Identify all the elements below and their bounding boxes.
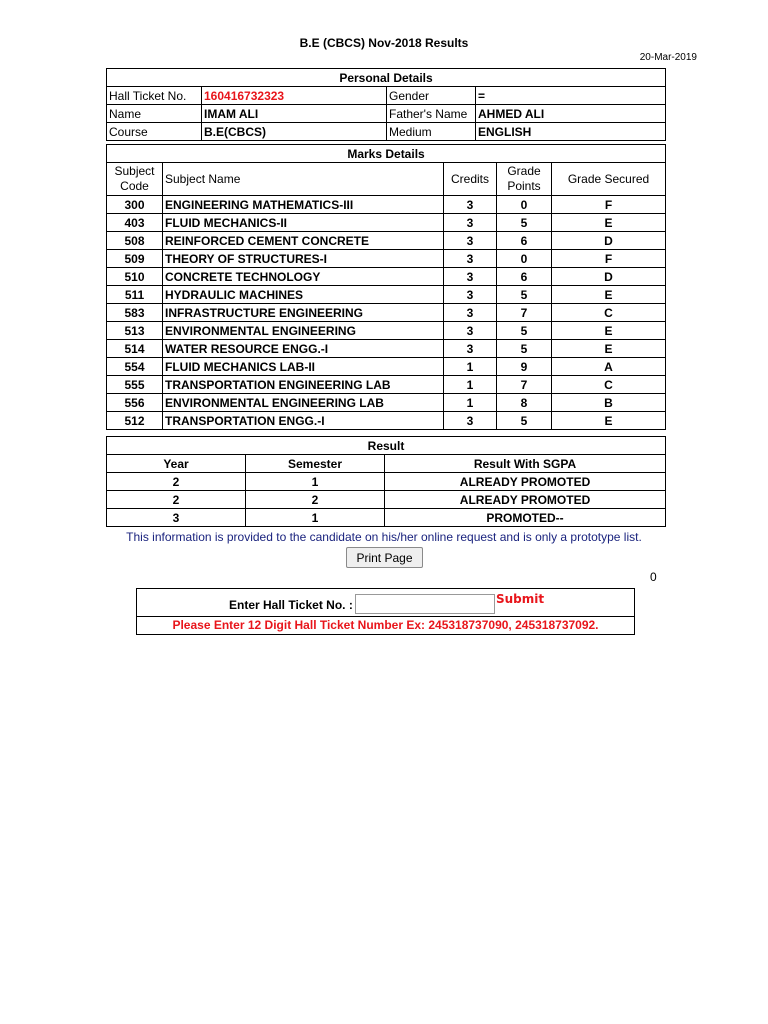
entry-row [137,589,634,617]
grade-points: 7 [497,304,552,322]
subject-code: 508 [107,232,163,250]
gender-label: Gender [387,87,476,105]
credits: 1 [444,394,497,412]
subject-name: FLUID MECHANICS-II [163,214,444,232]
credits: 1 [444,358,497,376]
credits: 3 [444,412,497,430]
col-subject-name: Subject Name [163,163,444,196]
result-rows [107,473,666,527]
hall-ticket-label: Hall Ticket No. [107,87,202,105]
grade-secured: A [552,358,666,376]
result-semester: 1 [246,509,385,527]
grade-points: 5 [497,412,552,430]
credits: 3 [444,340,497,358]
marks-row [107,394,666,412]
credits: 3 [444,250,497,268]
grade-secured: C [552,376,666,394]
result-status: ALREADY PROMOTED [385,491,666,509]
result-status: PROMOTED-- [385,509,666,527]
result-semester: 2 [246,491,385,509]
subject-code: 514 [107,340,163,358]
col-grade-points: Grade Points [497,163,552,196]
grade-secured: B [552,394,666,412]
print-page-button[interactable]: Print Page [346,547,423,568]
grade-points: 7 [497,376,552,394]
grade-secured: D [552,232,666,250]
medium-label: Medium [387,123,476,141]
course-value: B.E(CBCS) [202,123,387,141]
visit-counter: 0 [650,570,657,584]
subject-name: INFRASTRUCTURE ENGINEERING [163,304,444,322]
result-date: 20-Mar-2019 [639,52,697,63]
result-row [107,509,666,527]
result-year: 2 [107,491,246,509]
subject-code: 300 [107,196,163,214]
credits: 3 [444,232,497,250]
grade-points: 5 [497,286,552,304]
gender-value: = [476,87,666,105]
subject-code: 512 [107,412,163,430]
grade-points: 9 [497,358,552,376]
personal-details-table [106,68,666,141]
result-table [106,436,666,527]
grade-secured: E [552,340,666,358]
marks-row [107,376,666,394]
result-year: 3 [107,509,246,527]
grade-secured: D [552,268,666,286]
subject-name: TRANSPORTATION ENGINEERING LAB [163,376,444,394]
subject-code: 583 [107,304,163,322]
col-subject-code: Subject Code [107,163,163,196]
course-label: Course [107,123,202,141]
credits: 3 [444,286,497,304]
col-semester: Semester [246,455,385,473]
col-result-sgpa: Result With SGPA [385,455,666,473]
name-value: IMAM ALI [202,105,387,123]
subject-name: FLUID MECHANICS LAB-II [163,358,444,376]
marks-rows [107,196,666,430]
marks-row [107,250,666,268]
subject-code: 513 [107,322,163,340]
result-row [107,473,666,491]
col-grade-secured: Grade Secured [552,163,666,196]
hall-ticket-entry-label: Enter Hall Ticket No. : [229,598,353,612]
marks-details-heading: Marks Details [107,145,666,163]
hall-ticket-entry-form [136,588,635,635]
medium-value: ENGLISH [476,123,666,141]
subject-name: ENGINEERING MATHEMATICS-III [163,196,444,214]
grade-secured: F [552,196,666,214]
subject-name: ENVIRONMENTAL ENGINEERING [163,322,444,340]
subject-code: 556 [107,394,163,412]
grade-secured: E [552,412,666,430]
marks-row [107,268,666,286]
grade-points: 5 [497,214,552,232]
marks-row [107,232,666,250]
credits: 3 [444,322,497,340]
result-status: ALREADY PROMOTED [385,473,666,491]
father-name-value: AHMED ALI [476,105,666,123]
credits: 3 [444,214,497,232]
credits: 3 [444,268,497,286]
marks-row [107,322,666,340]
grade-secured: E [552,214,666,232]
col-credits: Credits [444,163,497,196]
subject-name: WATER RESOURCE ENGG.-I [163,340,444,358]
marks-row [107,304,666,322]
subject-name: REINFORCED CEMENT CONCRETE [163,232,444,250]
marks-row [107,412,666,430]
subject-name: HYDRAULIC MACHINES [163,286,444,304]
grade-points: 6 [497,232,552,250]
result-heading: Result [107,437,666,455]
subject-name: THEORY OF STRUCTURES-I [163,250,444,268]
grade-secured: F [552,250,666,268]
marks-row [107,196,666,214]
hall-ticket-value: 160416732323 [202,87,387,105]
marks-row [107,358,666,376]
submit-button[interactable]: Submit [496,592,545,606]
grade-secured: E [552,322,666,340]
subject-code: 555 [107,376,163,394]
grade-points: 6 [497,268,552,286]
result-year: 2 [107,473,246,491]
name-label: Name [107,105,202,123]
hall-ticket-instruction: Please Enter 12 Digit Hall Ticket Number Ex: 245318737090, 245318737092. [172,618,599,632]
grade-secured: C [552,304,666,322]
marks-row [107,286,666,304]
subject-code: 403 [107,214,163,232]
father-name-label: Father's Name [387,105,476,123]
subject-name: TRANSPORTATION ENGG.-I [163,412,444,430]
subject-code: 554 [107,358,163,376]
grade-points: 8 [497,394,552,412]
subject-name: CONCRETE TECHNOLOGY [163,268,444,286]
marks-row [107,340,666,358]
personal-details-heading: Personal Details [107,69,666,87]
credits: 3 [444,304,497,322]
credits: 3 [444,196,497,214]
subject-code: 509 [107,250,163,268]
grade-points: 0 [497,250,552,268]
marks-details-table [106,144,666,430]
subject-code: 511 [107,286,163,304]
result-semester: 1 [246,473,385,491]
subject-name: ENVIRONMENTAL ENGINEERING LAB [163,394,444,412]
grade-secured: E [552,286,666,304]
hall-ticket-input[interactable] [355,594,495,614]
grade-points: 5 [497,322,552,340]
result-row [107,491,666,509]
credits: 1 [444,376,497,394]
disclaimer-text: This information is provided to the candidate on his/her online request and is only a prototype list. [126,530,642,544]
grade-points: 0 [497,196,552,214]
subject-code: 510 [107,268,163,286]
grade-points: 5 [497,340,552,358]
page-title: B.E (CBCS) Nov-2018 Results [299,36,469,50]
marks-row [107,214,666,232]
col-year: Year [107,455,246,473]
